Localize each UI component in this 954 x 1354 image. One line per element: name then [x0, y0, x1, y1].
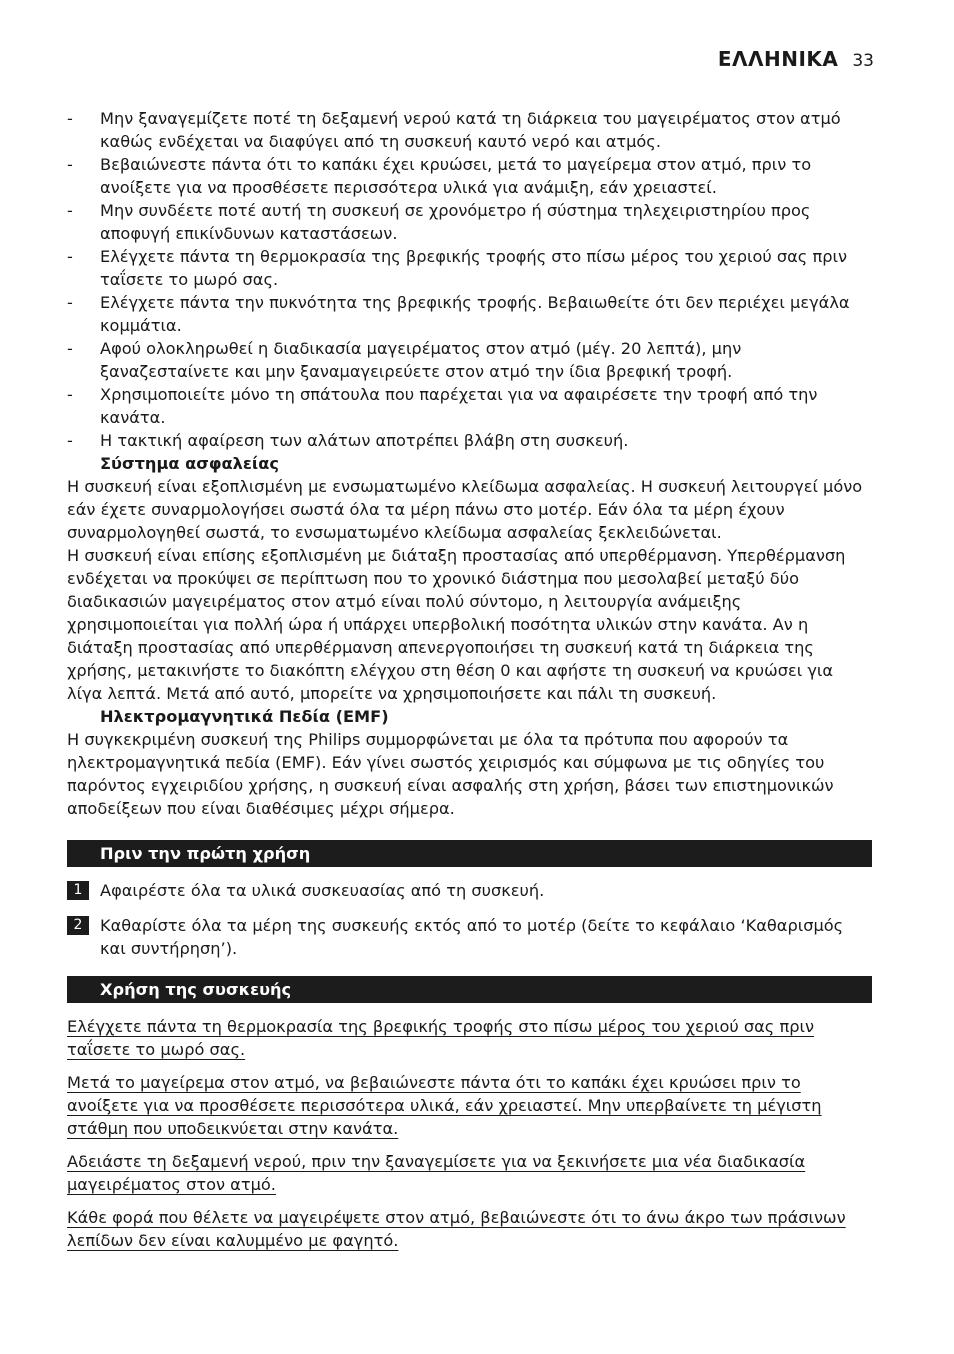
warning-1: Ελέγχετε πάντα τη θερμοκρασία της βρεφικής τροφής στο πίσω μέρος του χεριού σας πριν ταΐσετε το μωρό σας. [67, 1017, 814, 1059]
warning-3: Αδειάστε τη δεξαμενή νερού, πριν την ξαναγεμίσετε για να ξεκινήσετε μια νέα διαδικασία μαγειρέματος στον ατμό. [67, 1152, 806, 1194]
language-label: ΕΛΛΗΝΙΚΑ [717, 47, 839, 71]
safety-paragraph-1: Η συσκευή είναι εξοπλισμένη με ενσωματωμένο κλείδωμα ασφαλείας. Η συσκευή λειτουργεί μόνο εάν έχετε συναρμολογήσει σωστά όλα τα μέρη πάνω στο μοτέρ. Εάν όλα τα μέρη έχουν συναρμολογηθεί σωστά, το ενσωματωμένο κλείδωμα ασφαλείας ξεκλειδώνεται. [67, 477, 863, 542]
step-2 [67, 914, 872, 960]
before-first-use-heading: Πριν την πρώτη χρήση [67, 840, 872, 867]
step-number: 2 [67, 916, 89, 935]
list-item: - Η τακτική αφαίρεση των αλάτων αποτρέπει βλάβη στη συσκευή. [67, 431, 629, 450]
emf-paragraph: Η συγκεκριμένη συσκευή της Philips συμμορφώνεται με όλα τα πρότυπα που αφορούν τα ηλεκτρομαγνητικά πεδία (EMF). Εάν γίνει σωστός χειρισμός και σύμφωνα με τις οδηγίες του παρόντος εγχειριδίου χρήσης, η συσκευή είναι ασφαλής στη χρήση, βάσει των επιστημονικών αποδείξεων που είναι διαθέσιμες μέχρι σήμερα. [67, 730, 834, 818]
page-header [718, 47, 874, 71]
list-item: - Ελέγχετε πάντα τη θερμοκρασία της βρεφικής τροφής στο πίσω μέρος του χεριού σας πριν ταΐσετε το μωρό σας. [67, 247, 847, 289]
list-item: - Μην ξαναγεμίζετε ποτέ τη δεξαμενή νερού κατά τη διάρκεια του μαγειρέματος στον ατμό καθώς ενδέχεται να διαφύγει από τη συσκευή καυτό νερό και ατμός. [67, 109, 841, 151]
list-item: - Αφού ολοκληρωθεί η διαδικασία μαγειρέματος στον ατμό (μέγ. 20 λεπτά), μην ξαναζεσταίνετε και μην ξαναμαγειρεύετε στον ατμό την ίδια βρεφική τροφή. [67, 339, 742, 381]
step-text: Καθαρίστε όλα τα μέρη της συσκευής εκτός από το μοτέρ (δείτε το κεφάλαιο ‘Καθαρισμός και συντήρηση’). [100, 916, 844, 958]
page-number: 33 [852, 51, 874, 71]
warning-4: Κάθε φορά που θέλετε να μαγειρέψετε στον ατμό, βεβαιώνεστε ότι το άνω άκρο των πράσινων λεπίδων δεν είναι καλυμμένο με φαγητό. [67, 1208, 846, 1250]
list-item: - Ελέγχετε πάντα την πυκνότητα της βρεφικής τροφής. Βεβαιωθείτε ότι δεν περιέχει μεγάλα κομμάτια. [67, 293, 850, 335]
safety-paragraph-2: Η συσκευή είναι επίσης εξοπλισμένη με διάταξη προστασίας από υπερθέρμανση. Υπερθέρμανση ενδέχεται να προκύψει σε περίπτωση που το χρονικό διάστημα που μεσολαβεί μεταξύ δύο διαδικασιών μαγειρέματος στον ατμό είναι πολύ σύντομο, η λειτουργία ανάμειξης χρησιμοποιείται για πολλή ώρα ή υπάρχει υπερβολική ποσότητα υλικών στην κανάτα. Αν η διάταξη προστασίας από υπερθέρμανση απενεργοποιήσει τη συσκευή κατά τη διάρκεια της χρήσης, μετακινήστε το διακόπτη ελέγχου στη θέση 0 και αφήστε τη συσκευή να κρυώσει για λίγα λεπτά. Μετά από αυτό, μπορείτε να χρησιμοποιήσετε και πάλι τη συσκευή. [67, 546, 846, 703]
using-appliance-heading: Χρήση της συσκευής [67, 976, 872, 1003]
step-1 [67, 879, 872, 902]
list-item: - Μην συνδέετε ποτέ αυτή τη συσκευή σε χρονόμετρο ή σύστημα τηλεχειριστηρίου προς αποφυγή επικίνδυνων καταστάσεων. [67, 201, 811, 243]
emf-heading: Ηλεκτρομαγνητικά Πεδία (EMF) [100, 707, 389, 726]
step-text: Αφαιρέστε όλα τα υλικά συσκευασίας από τη συσκευή. [100, 881, 545, 900]
warning-2: Μετά το μαγείρεμα στον ατμό, να βεβαιώνεστε πάντα ότι το καπάκι έχει κρυώσει πριν το ανοίξετε για να προσθέσετε περισσότερα υλικά, εάν χρειαστεί. Μην υπερβαίνετε τη μέγιστη στάθμη που υποδεικνύεται στην κανάτα. [67, 1073, 822, 1138]
step-number: 1 [67, 881, 89, 900]
safety-system-heading: Σύστημα ασφαλείας [100, 454, 279, 473]
safety-bullet-list [67, 107, 872, 452]
page-content [67, 107, 872, 1262]
list-item: - Χρησιμοποιείτε μόνο τη σπάτουλα που παρέχεται για να αφαιρέσετε την τροφή από την κανάτα. [67, 385, 818, 427]
list-item: - Βεβαιώνεστε πάντα ότι το καπάκι έχει κρυώσει, μετά το μαγείρεμα στον ατμό, πριν το ανοίξετε για να προσθέσετε περισσότερα υλικά για ανάμιξη, εάν χρειαστεί. [67, 155, 812, 197]
